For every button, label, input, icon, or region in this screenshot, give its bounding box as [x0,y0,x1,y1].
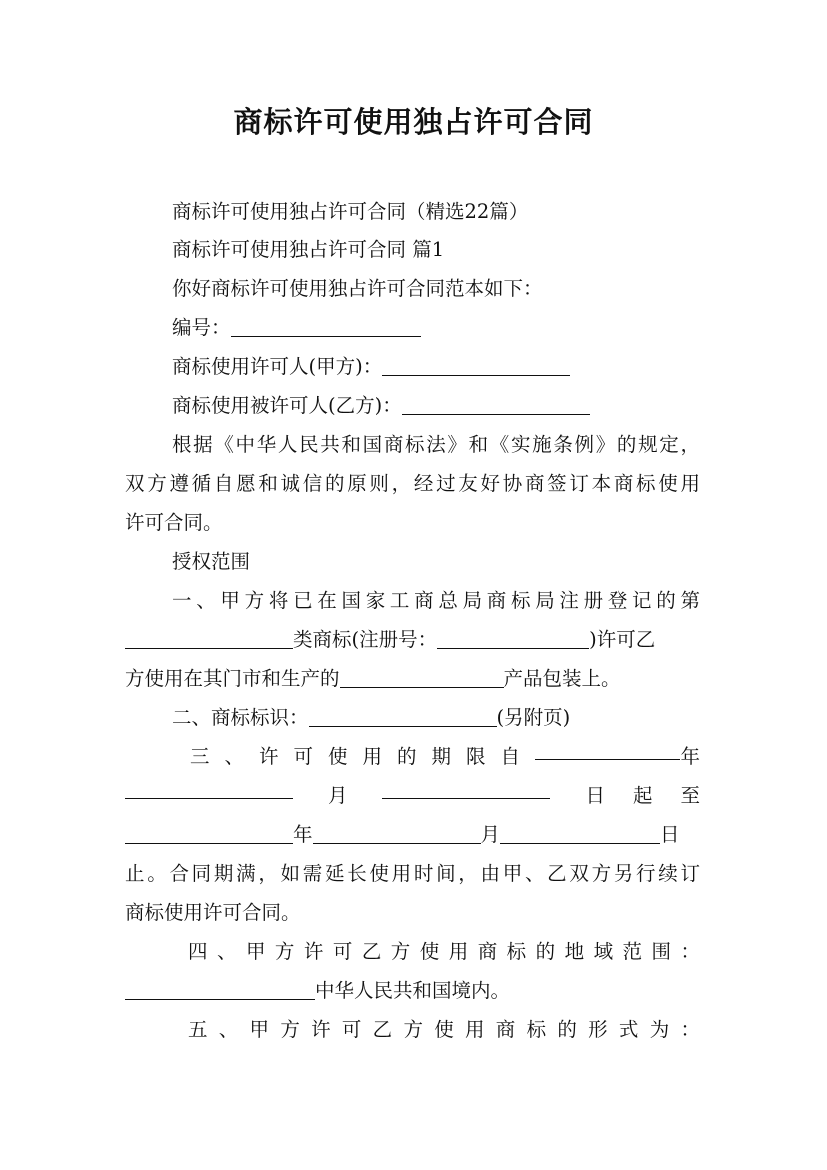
subtitle-chapter: 商标许可使用独占许可合同 篇1 [172,238,445,261]
number-label: 编号： [172,316,231,339]
year-text: 年 [680,745,700,768]
term-label: 三、许可使用的期限自 [190,745,536,768]
end-year-text: 年 [293,823,313,846]
start-day-blank [382,776,550,799]
end-year-blank [125,821,293,844]
licensee-label: 商标使用被许可人(乙方)： [172,394,402,417]
number-blank [231,314,421,337]
intro-line: 你好商标许可使用独占许可合同范本如下： [172,277,543,300]
clause-3-line-5: 商标使用许可合同。 [125,901,301,924]
region-text: 中华人民共和国境内。 [315,979,511,1002]
licensor-line [172,347,700,386]
region-blank [125,977,315,1000]
clause-1-line-1: 一、甲方将已在国家工商总局商标局注册登记的第 [172,589,700,612]
clause-1-line-3 [125,659,700,698]
licensee-blank [402,392,590,415]
subtitle-collection: 商标许可使用独占许可合同（精选22篇） [172,200,529,223]
licensor-label: 商标使用许可人(甲方)： [172,355,383,378]
clause-3-line-3 [125,815,700,854]
end-day-text: 日 [660,823,680,846]
paragraph-basis-line-1: 根据《中华人民共和国商标法》和《实施条例》的规定， [172,433,700,456]
paragraph-basis-line-2: 双方遵循自愿和诚信的原则，经过友好协商签订本商标使用 [125,472,700,495]
month-text: 月 [327,784,348,807]
attachment-note: (另附页) [496,706,571,729]
product-blank [340,665,504,688]
mark-label: 二、商标标识： [172,706,309,729]
clause-3-line-2 [125,776,728,815]
end-month-text: 月 [480,823,501,846]
document-title: 商标许可使用独占许可合同 [233,105,594,139]
clause-1-line-2 [125,620,700,659]
registration-number-blank [437,626,589,649]
mark-blank [309,704,497,727]
start-year-blank [535,737,680,760]
usage-text: 方使用在其门市和生产的 [125,667,340,690]
class-text: 类商标(注册号： [293,628,438,651]
licensor-blank [382,353,570,376]
class-blank [125,626,293,649]
clause-3-line-4: 止。合同期满，如需延长使用时间，由甲、乙双方另行续订 [125,862,700,885]
packaging-text: 产品包装上。 [503,667,621,690]
license-text: )许可乙 [589,628,656,651]
end-month-blank [313,821,481,844]
clause-2-line [172,698,700,737]
start-month-blank [125,776,293,799]
number-field-line [172,308,700,347]
paragraph-basis-line-3: 许可合同。 [125,511,223,534]
clause-4-line-2 [125,971,700,1010]
clause-4-line-1: 四、甲方许可乙方使用商标的地域范围： [188,940,700,963]
clause-5-line-1: 五、甲方许可乙方使用商标的形式为： [188,1018,700,1041]
section-heading-scope: 授权范围 [172,550,251,573]
licensee-line [172,386,700,425]
clause-3-line-1 [190,737,700,776]
end-day-blank [500,821,660,844]
day-until-text: 日起至 [585,784,728,807]
